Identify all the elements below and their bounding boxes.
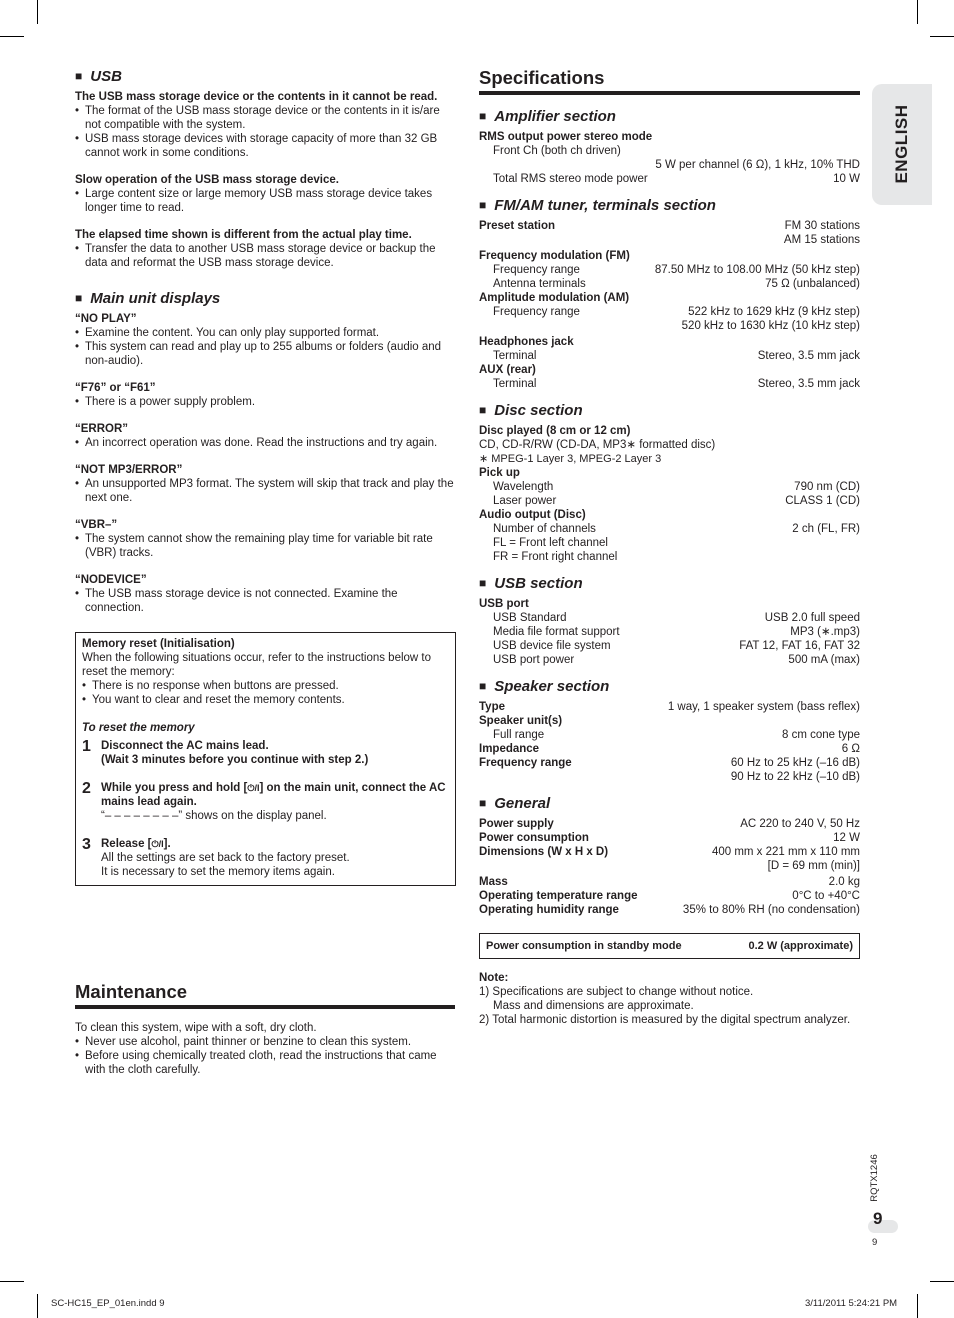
step-3: [82, 837, 449, 879]
spec-label: Number of channels: [493, 523, 596, 535]
display-item: [75, 312, 456, 368]
crop-mark: [930, 36, 954, 37]
square-bullet-icon: ■: [479, 109, 487, 123]
item-heading: “NOT MP3/ERROR”: [75, 464, 183, 476]
spec-value: 790 nm (CD): [794, 481, 860, 493]
bullet-text: • Examine the content. You can only play supported format.: [75, 326, 456, 340]
bullet-text: • USB mass storage devices with storage capacity of more than 32 GB cannot work in some conditions.: [75, 132, 456, 160]
document-code: RQTX1246: [869, 1154, 880, 1202]
spec-label: Preset station: [479, 220, 556, 232]
spec-value: 522 kHz to 1629 kHz (9 kHz step): [688, 306, 860, 318]
spec-label: Power consumption: [479, 832, 589, 844]
spec-value: 12 W: [833, 832, 860, 844]
spec-value: 10 W: [833, 173, 860, 185]
spec-label: AUX (rear): [479, 364, 536, 376]
power-standby-icon: ⏻/I: [247, 783, 260, 793]
spec-value: 35% to 80% RH (no condensation): [682, 904, 860, 916]
display-item: [75, 381, 456, 409]
spec-label: Operating temperature range: [479, 890, 638, 902]
square-bullet-icon: ■: [479, 679, 487, 693]
usb-item: [75, 173, 456, 215]
spec-label: Type: [479, 701, 505, 713]
spec-label: USB device file system: [493, 640, 611, 652]
spec-label: Antenna terminals: [493, 278, 586, 290]
square-bullet-icon: ■: [479, 403, 487, 417]
note-text: 2) Total harmonic distortion is measured by the digital spectrum analyzer.: [479, 1014, 851, 1026]
spec-value: 520 kHz to 1630 kHz (10 kHz step): [681, 320, 860, 332]
spec-label: Power consumption in standby mode: [486, 940, 682, 952]
bullet-text: • There is a power supply problem.: [75, 395, 456, 409]
bullet-text: • The format of the USB mass storage device or the contents in it is/are not compatible with the system.: [75, 104, 456, 132]
spec-value: 60 Hz to 25 kHz (–16 dB): [730, 757, 860, 769]
spec-label: Terminal: [493, 378, 537, 390]
step-number: 3: [82, 836, 91, 853]
bullet-text: • An incorrect operation was done. Read the instructions and try again.: [75, 436, 456, 450]
square-bullet-icon: ■: [479, 198, 487, 212]
spec-label: Media file format support: [493, 626, 620, 638]
spec-label: Frequency range: [493, 264, 580, 276]
step-text: (Wait 3 minutes before you continue with step 2.): [101, 754, 369, 766]
spec-label: Frequency range: [479, 757, 572, 769]
note-text: Mass and dimensions are approximate.: [493, 1000, 694, 1012]
crop-mark: [917, 1294, 918, 1318]
spec-value: 8 cm cone type: [782, 729, 860, 741]
spec-label: Mass: [479, 876, 508, 888]
language-tab: [872, 84, 932, 205]
step-number: 1: [82, 738, 91, 755]
spec-label: FL = Front left channel: [493, 537, 608, 549]
spec-value: 500 mA (max): [788, 654, 860, 666]
square-bullet-icon: ■: [479, 796, 487, 810]
step-note: “– – – – – – – –” shows on the display panel.: [101, 810, 327, 822]
spec-value: Stereo, 3.5 mm jack: [757, 378, 860, 390]
left-column: [75, 70, 456, 886]
spec-value: 0°C to +40°C: [792, 890, 860, 902]
spec-label: Pick up: [479, 467, 520, 479]
language-label: ENGLISH: [892, 104, 911, 184]
spec-label: Operating humidity range: [479, 904, 619, 916]
spec-value: 6 Ω: [841, 743, 860, 755]
spec-value: CD, CD-R/RW (CD-DA, MP3∗ formatted disc): [479, 439, 716, 451]
spec-value: 1 way, 1 speaker system (bass reflex): [667, 701, 860, 713]
spec-label: Laser power: [493, 495, 557, 507]
spec-label: Wavelength: [493, 481, 554, 493]
spec-value: 2 ch (FL, FR): [792, 523, 860, 535]
bullet-text: • You want to clear and reset the memory contents.: [82, 693, 449, 707]
crop-mark: [37, 1294, 38, 1318]
spec-label: Headphones jack: [479, 336, 574, 348]
spec-value: CLASS 1 (CD): [785, 495, 860, 507]
memory-reset-box: [75, 632, 456, 886]
spec-value: 5 W per channel (6 Ω), 1 kHz, 10% THD: [655, 159, 860, 171]
spec-label: Terminal: [493, 350, 537, 362]
displays-section-title: ■ Main unit displays: [75, 290, 221, 307]
item-heading: “VBR–”: [75, 519, 118, 531]
bullet-text: • An unsupported MP3 format. The system will skip that track and play the next one.: [75, 477, 456, 505]
step-note: It is necessary to set the memory items again.: [101, 866, 335, 878]
spec-value: USB 2.0 full speed: [764, 612, 860, 624]
maintenance-intro: To clean this system, wipe with a soft, dry cloth.: [75, 1022, 317, 1034]
step-note: All the settings are set back to the factory preset.: [101, 852, 350, 864]
crop-mark: [917, 0, 918, 24]
page-number: 9: [873, 1209, 883, 1228]
square-bullet-icon: ■: [75, 291, 83, 305]
footer-date: 3/11/2011 5:24:21 PM: [805, 1298, 898, 1309]
tuner-section-title: ■ FM/AM tuner, terminals section: [479, 197, 716, 214]
step-text: While you press and hold [⏻/I] on the main unit, connect the AC mains lead again.: [101, 782, 446, 808]
spec-label: Frequency range: [493, 306, 580, 318]
spec-label: Disc played (8 cm or 12 cm): [479, 425, 631, 437]
spec-label: FR = Front right channel: [493, 551, 618, 563]
page-number-badge: [868, 1209, 898, 1234]
spec-label: Impedance: [479, 743, 540, 755]
spec-label: Power supply: [479, 818, 554, 830]
usb-item: [75, 228, 456, 270]
maintenance-section: [75, 981, 455, 1077]
usb-section-title: ■ USB: [75, 68, 122, 85]
maintenance-title: Maintenance: [75, 985, 455, 1009]
spec-value: 75 Ω (unbalanced): [765, 278, 860, 290]
spec-label: Total RMS stereo mode power: [493, 173, 648, 185]
speaker-section-title: ■ Speaker section: [479, 678, 610, 695]
box-subtitle: To reset the memory: [82, 722, 195, 734]
step-2: [82, 781, 449, 823]
spec-value: 2.0 kg: [828, 876, 860, 888]
spec-value: 400 mm x 221 mm x 110 mm: [711, 846, 860, 858]
spec-label: Audio output (Disc): [479, 509, 586, 521]
crop-mark: [0, 1281, 24, 1282]
bullet-text: • Before using chemically treated cloth, read the instructions that came with the cloth carefully.: [75, 1049, 455, 1077]
step-1: [82, 739, 449, 767]
usb-spec-section-title: ■ USB section: [479, 575, 583, 592]
step-text: Disconnect the AC mains lead.: [101, 740, 269, 752]
spec-value: 90 Hz to 22 kHz (–10 dB): [730, 771, 860, 783]
spec-label: Frequency modulation (FM): [479, 250, 630, 262]
spec-label: Speaker unit(s): [479, 715, 563, 727]
square-bullet-icon: ■: [75, 69, 83, 83]
spec-label: USB Standard: [493, 612, 567, 624]
spec-value: FAT 12, FAT 16, FAT 32: [739, 640, 860, 652]
bullet-text: • Never use alcohol, paint thinner or benzine to clean this system.: [75, 1035, 455, 1049]
spec-label: Dimensions (W x H x D): [479, 846, 609, 858]
spec-value: Stereo, 3.5 mm jack: [757, 350, 860, 362]
crop-mark: [0, 36, 24, 37]
display-item: [75, 463, 456, 505]
bullet-text: • The system cannot show the remaining play time for variable bit rate (VBR) tracks.: [75, 532, 456, 560]
spec-label: RMS output power stereo mode: [479, 131, 653, 143]
amplifier-section-title: ■ Amplifier section: [479, 108, 616, 125]
item-heading: “F76” or “F61”: [75, 382, 156, 394]
footer-filename: SC-HC15_EP_01en.indd 9: [51, 1298, 165, 1309]
note-text: 1) Specifications are subject to change without notice.: [479, 986, 754, 998]
bullet-text: • There is no response when buttons are pressed.: [82, 679, 449, 693]
item-heading: The elapsed time shown is different from the actual play time.: [75, 229, 412, 241]
display-item: [75, 573, 456, 615]
general-section-title: ■ General: [479, 795, 551, 812]
square-bullet-icon: ■: [479, 576, 487, 590]
spec-value: [D = 69 mm (min)]: [767, 860, 860, 872]
note-title: Note:: [479, 972, 509, 984]
spec-label: Front Ch (both ch driven): [493, 145, 621, 157]
spec-value: AM 15 stations: [783, 234, 860, 246]
spec-value: FM 30 stations: [784, 220, 860, 232]
box-title: Memory reset (Initialisation): [82, 638, 235, 650]
spec-label: USB port power: [493, 654, 575, 666]
spec-value: AC 220 to 240 V, 50 Hz: [740, 818, 860, 830]
bullet-text: • Transfer the data to another USB mass storage device or backup the data and reformat the USB mass storage device.: [75, 242, 456, 270]
spec-footnote: ∗ MPEG-1 Layer 3, MPEG-2 Layer 3: [479, 453, 662, 465]
crop-mark: [930, 1281, 954, 1282]
disc-section-title: ■ Disc section: [479, 402, 583, 419]
step-number: 2: [82, 780, 91, 797]
item-heading: “ERROR”: [75, 423, 129, 435]
power-standby-icon: ⏻/I: [151, 839, 164, 849]
specifications-title: Specifications: [479, 71, 860, 95]
specifications-column: [479, 67, 860, 1027]
display-item: [75, 422, 456, 450]
spec-label: USB port: [479, 598, 529, 610]
step-text: Release [⏻/I].: [101, 838, 171, 850]
spec-label: Amplitude modulation (AM): [479, 292, 630, 304]
crop-mark: [37, 0, 38, 24]
item-heading: Slow operation of the USB mass storage device.: [75, 174, 339, 186]
page-number-small: 9: [872, 1237, 878, 1248]
box-intro: When the following situations occur, refer to the instructions below to reset the memory:: [82, 652, 432, 678]
spec-value: MP3 (∗.mp3): [790, 626, 860, 638]
item-heading: The USB mass storage device or the contents in it cannot be read.: [75, 91, 438, 103]
usb-item: [75, 90, 456, 160]
spec-value: 0.2 W (approximate): [748, 940, 853, 952]
standby-power-box: [479, 933, 860, 959]
spec-value: 87.50 MHz to 108.00 MHz (50 kHz step): [654, 264, 860, 276]
item-heading: “NO PLAY”: [75, 313, 137, 325]
spec-label: Full range: [493, 729, 545, 741]
bullet-text: • The USB mass storage device is not connected. Examine the connection.: [75, 587, 456, 615]
item-heading: “NODEVICE”: [75, 574, 147, 586]
display-item: [75, 518, 456, 560]
bullet-text: • This system can read and play up to 255 albums or folders (audio and non-audio).: [75, 340, 456, 368]
bullet-text: • Large content size or large memory USB mass storage device takes longer time to read.: [75, 187, 456, 215]
